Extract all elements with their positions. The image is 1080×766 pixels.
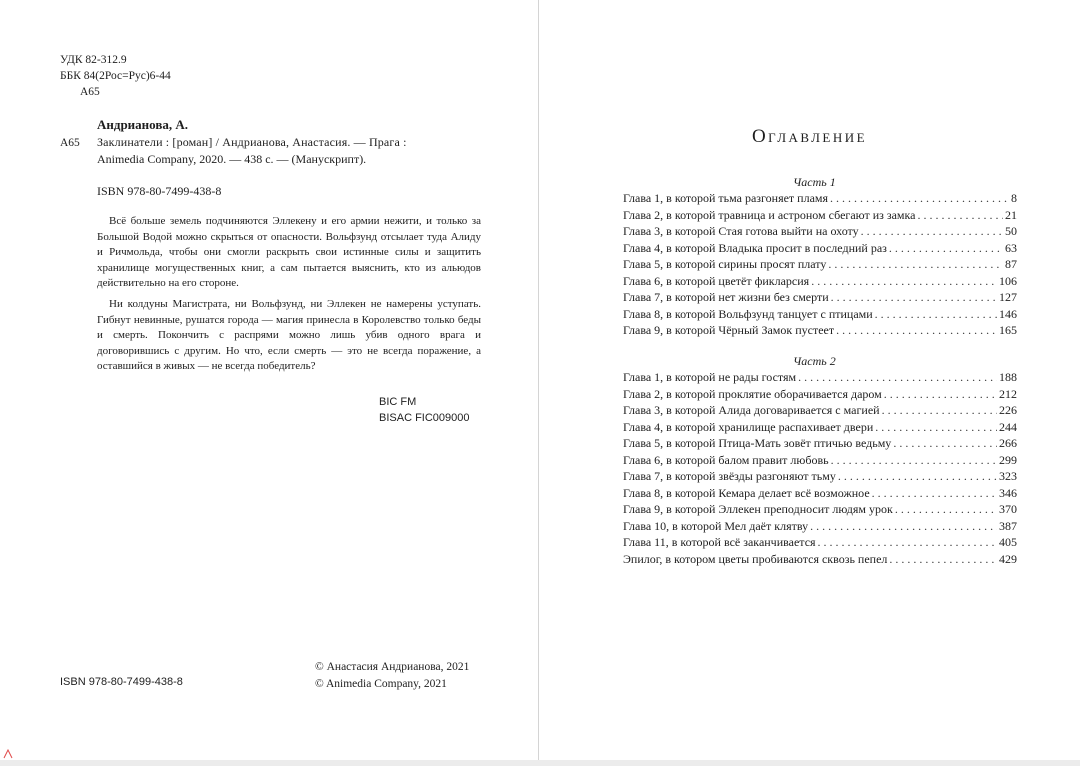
toc-entry-page-number: 266 [999,436,1017,450]
toc-entry-page-number: 212 [999,386,1017,401]
toc-entry-leader-dots [861,223,1003,240]
toc-entry [623,256,1017,273]
copyright-author: © Анастасия Андрианова, 2021 [315,661,470,673]
bisac-code: BISAC FIC009000 [379,412,470,424]
right-page [539,0,1080,760]
toc-entry-page-number: 87 [1005,257,1017,271]
toc-entry-leader-dots [811,273,997,290]
bibliographic-line-2: Animedia Company, 2020. — 438 с. — (Манускрипт). [97,152,367,166]
author-mark-top: А65 [80,86,100,98]
bic-code: BIC FM [379,396,417,408]
toc-entry-title: Глава 7, в которой нет жизни без смерти [623,290,829,304]
toc-entry-leader-dots [889,551,997,568]
toc-entry-title: Глава 2, в которой травница и астроном сбегают из замка [623,207,916,222]
toc-entry-title: Глава 2, в которой проклятие оборачивается даром [623,386,882,401]
toc-entry [623,501,1017,518]
toc-entry-title: Глава 1, в которой не рады гостям [623,370,797,384]
toc-entry-page-number: 188 [999,370,1017,384]
toc-entry-leader-dots [875,419,997,436]
bbk-code: ББК 84(2Рос=Рус)6-44 [60,70,171,82]
part-1-label: Часть 1 [793,175,836,189]
toc-entry-leader-dots [830,190,1009,207]
udk-code: УДК 82-312.9 [60,54,127,66]
toc-entry-page-number: 21 [1005,207,1017,222]
toc-entry-leader-dots [884,386,997,403]
toc-entry [623,240,1017,257]
toc-entry-title: Глава 4, в которой хранилище распахивает двери [623,419,874,434]
toc-entry [623,452,1017,469]
toc-entry [623,273,1017,290]
isbn: ISBN 978-80-7499-438-8 [97,184,222,198]
toc-title: Оглавление [751,126,868,147]
toc-entry-page-number: 8 [1011,191,1017,205]
toc-entry-title: Эпилог, в котором цветы пробиваются сквозь пепел [623,551,888,566]
toc-entry [623,551,1017,568]
toc-entry-page-number: 127 [999,290,1017,304]
toc-entry-title: Глава 11, в которой всё заканчивается [623,535,816,549]
toc-entry-title: Глава 5, в которой Птица-Мать зовёт птичью ведьму [623,436,892,450]
toc-entry-leader-dots [918,207,1004,224]
toc-entry-page-number: 370 [999,502,1017,516]
author-name: Андрианова, А. [97,117,188,132]
left-page [0,0,539,760]
toc-entry-title: Глава 1, в которой тьма разгоняет пламя [623,191,829,205]
toc-entry-leader-dots [872,485,997,502]
toc-part-1-list [623,190,1017,339]
toc-entry [623,369,1017,386]
author-mark-side: А65 [60,137,80,149]
annotation-paragraph-2: Ни колдуны Магистрата, ни Вольфзунд, ни Эллекен не намерены уступать. Гибнут невинные, рушатся города — магия принесла в Королевство только беды и смерть. Покончить с распрями можно лишь убив одного врага и договорившись с другим. Но что, если смерть — это не всегда поражение, а оставшийся в живых — не всегда победитель? [97,298,481,372]
toc-entry [623,419,1017,436]
toc-entry [623,534,1017,551]
toc-entry [623,322,1017,339]
annotation-paragraph-1: Всё больше земель подчиняются Эллекену и его армии нежити, и только за Большой Водой можно скрыться от опасности. Вольфзунд отсылает туда Алиду и Ричмольда, чтобы они смогли раскрыть свои истинные силы и защитить хранилище могущественных книг, а сам пытается выяснить, кто из альюдов действительно на его стороне. [97,215,481,289]
toc-entry-title: Глава 3, в которой Стая готова выйти на охоту [623,224,859,238]
toc-entry-title: Глава 9, в которой Чёрный Замок пустеет [623,323,835,337]
toc-entry-page-number: 106 [999,273,1017,288]
toc-entry [623,485,1017,502]
toc-entry-title: Глава 5, в которой сирины просят плату [623,257,827,271]
toc-entry-leader-dots [889,240,1003,257]
toc-entry-page-number: 405 [999,535,1017,549]
toc-entry-page-number: 323 [999,469,1017,483]
toc-entry-leader-dots [836,322,997,339]
toc-entry-leader-dots [798,369,997,386]
toc-entry-page-number: 244 [999,419,1017,434]
corner-mark-icon [3,749,13,759]
toc-entry-page-number: 299 [999,452,1017,467]
toc-entry-leader-dots [838,468,997,485]
toc-entry-title: Глава 6, в которой балом правит любовь [623,452,829,467]
toc-entry-page-number: 165 [999,323,1017,337]
toc-entry-leader-dots [818,534,997,551]
copyright-publisher: © Animedia Company, 2021 [315,678,447,690]
part-2-label: Часть 2 [793,354,836,368]
toc-entry-leader-dots [895,501,997,518]
toc-entry-leader-dots [831,289,997,306]
toc-entry-leader-dots [828,256,1003,273]
toc-entry [623,435,1017,452]
toc-entry [623,289,1017,306]
toc-entry-title: Глава 8, в которой Кемара делает всё возможное [623,485,870,500]
isbn-bottom: ISBN 978-80-7499-438-8 [60,676,183,688]
toc-entry-title: Глава 7, в которой звёзды разгоняют тьму [623,469,836,483]
toc-entry-page-number: 226 [999,403,1017,417]
toc-entry-leader-dots [875,306,997,323]
toc-part-2-list [623,369,1017,567]
toc-entry-title: Глава 4, в которой Владыка просит в последний раз [623,240,887,255]
toc-entry-page-number: 429 [999,551,1017,566]
toc-entry-title: Глава 8, в которой Вольфзунд танцует с птицами [623,306,873,321]
toc-entry-title: Глава 10, в которой Мел даёт клятву [623,518,809,533]
toc-entry [623,223,1017,240]
toc-entry [623,468,1017,485]
toc-entry-page-number: 146 [999,306,1017,321]
toc-entry-title: Глава 6, в которой цветёт фикларсия [623,273,810,288]
toc-entry-title: Глава 3, в которой Алида договаривается с магией [623,403,880,417]
toc-entry-page-number: 387 [999,518,1017,533]
toc-entry-leader-dots [810,518,997,535]
toc-entry [623,518,1017,535]
toc-entry [623,402,1017,419]
bibliographic-line-1: Заклинатели : [роман] / Андрианова, Анастасия. — Прага : [97,135,407,149]
toc-entry [623,306,1017,323]
toc-entry-page-number: 63 [1005,240,1017,255]
toc-entry [623,207,1017,224]
toc-entry [623,190,1017,207]
toc-entry-leader-dots [893,435,997,452]
toc-entry [623,386,1017,403]
toc-entry-page-number: 346 [999,485,1017,500]
toc-entry-leader-dots [831,452,997,469]
toc-entry-leader-dots [882,402,997,419]
toc-entry-page-number: 50 [1005,224,1017,238]
toc-entry-title: Глава 9, в которой Эллекен преподносит людям урок [623,502,893,516]
